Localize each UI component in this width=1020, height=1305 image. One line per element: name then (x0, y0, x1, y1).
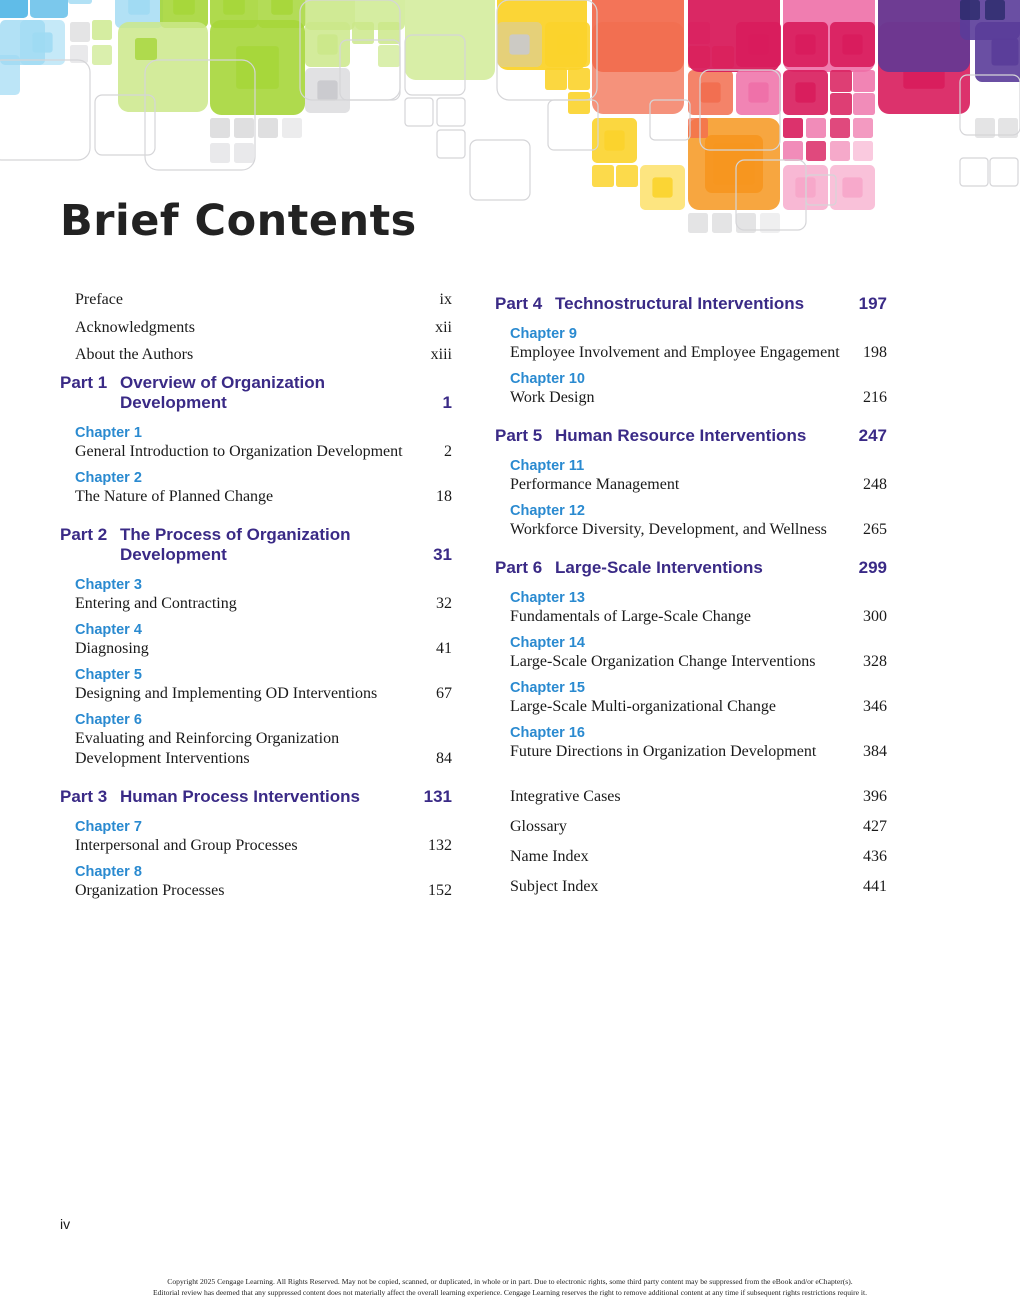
decorative-square (652, 177, 672, 197)
decorative-square (545, 68, 567, 90)
chapter-row (75, 639, 452, 659)
decorative-square (806, 141, 826, 161)
chapter-entry[interactable] (495, 634, 887, 672)
part-title-line: Development (120, 392, 227, 412)
copyright-line: Copyright 2025 Cengage Learning. All Rights Reserved. May not be copied, scanned, or duplicated, in whole or in part. Due to electronic rights, some third party content may be suppressed from the eBook and/or eChapter(s). (167, 1277, 853, 1286)
decorative-square (118, 22, 208, 112)
part-title-line: Development (120, 544, 227, 564)
decorative-square (795, 82, 815, 102)
back-matter-list (495, 787, 887, 897)
page-number: xii (435, 318, 452, 336)
chapter-entry[interactable] (60, 863, 452, 901)
page-folio: iv (60, 1216, 71, 1232)
part-title-line: The Process of Organization (120, 524, 351, 544)
chapter-label: Chapter 16 (510, 725, 585, 741)
part-title (120, 525, 351, 565)
chapter-row (510, 697, 887, 717)
front-matter-item[interactable] (60, 345, 452, 365)
decorative-square (830, 118, 850, 138)
chapter-row (75, 684, 452, 704)
front-matter-title: Acknowledgments (75, 318, 195, 336)
decorative-square (592, 165, 614, 187)
page-number: 152 (428, 881, 452, 899)
decorative-square (853, 118, 873, 138)
chapter-row (75, 881, 452, 901)
chapter-row (75, 836, 452, 856)
chapter-entry[interactable] (495, 589, 887, 627)
decorative-square (0, 0, 28, 18)
part-title (555, 558, 763, 578)
part-number: Part 2 (60, 524, 108, 544)
chapter-entry[interactable] (495, 724, 887, 762)
page-number: 84 (436, 749, 452, 767)
decorative-square (830, 70, 852, 92)
decorative-square (568, 92, 590, 114)
decorative-square (783, 118, 803, 138)
part-label (60, 373, 325, 413)
decorative-square (317, 34, 337, 54)
back-matter-title: Subject Index (510, 878, 599, 895)
decorative-square (842, 177, 862, 197)
chapter-title: Entering and Contracting (75, 594, 237, 612)
page-number: 247 (858, 426, 887, 445)
chapter-row (75, 487, 452, 507)
decorative-square (985, 0, 1005, 20)
decorative-square (173, 0, 195, 15)
page-number: 1 (442, 392, 452, 412)
part-number: Part 3 (60, 786, 108, 806)
decorative-square (92, 45, 112, 65)
chapter-label: Chapter 1 (75, 424, 142, 441)
chapter-title: Designing and Implementing OD Interventions (75, 684, 378, 702)
decorative-square (210, 143, 230, 163)
chapter-entry[interactable] (60, 621, 452, 659)
chapter-title: Organization Processes (75, 881, 225, 899)
decorative-square (557, 34, 577, 54)
decorative-square (990, 158, 1018, 186)
page-number: 328 (863, 653, 887, 670)
decorative-square (378, 45, 400, 67)
decorative-square (32, 32, 52, 52)
decorative-square (0, 55, 20, 95)
decorative-square (688, 118, 708, 138)
decorative-square (437, 98, 465, 126)
back-matter-item[interactable] (495, 847, 887, 867)
page-number: 441 (863, 878, 887, 895)
page-number: 346 (863, 698, 887, 715)
page-number: 248 (863, 476, 887, 493)
chapter-label: Chapter 11 (510, 458, 585, 474)
part-title (555, 294, 804, 314)
toc-column-right (495, 290, 887, 907)
chapter-title: Interpersonal and Group Processes (75, 836, 298, 854)
page-number: 31 (433, 544, 452, 564)
part-title (555, 426, 806, 446)
decorative-square (878, 0, 970, 72)
chapter-entry[interactable] (60, 711, 452, 769)
part-title (120, 373, 325, 413)
chapter-label: Chapter 14 (510, 635, 585, 651)
decorative-square (352, 22, 374, 44)
part-number: Part 1 (60, 372, 108, 392)
decorative-square (960, 158, 988, 186)
part-label (60, 525, 351, 565)
chapter-label: Chapter 13 (510, 590, 585, 606)
part-heading[interactable] (495, 558, 887, 578)
part-title-line: Human Process Interventions (120, 786, 360, 806)
page-number: 32 (436, 594, 452, 612)
back-matter-item[interactable] (495, 877, 887, 897)
decorative-square (234, 118, 254, 138)
page-number: 2 (444, 442, 452, 460)
part-label (495, 426, 806, 446)
chapter-row (510, 475, 887, 495)
part-number: Part 5 (495, 426, 543, 445)
front-matter-item[interactable] (60, 290, 452, 310)
chapter-entry[interactable] (495, 370, 887, 408)
chapter-title: Large-Scale Organization Change Interventions (510, 653, 816, 670)
page-number: 384 (863, 743, 887, 760)
chapter-entry[interactable] (495, 325, 887, 363)
decorative-square (437, 130, 465, 158)
chapter-title: Workforce Diversity, Development, and Wellness (510, 521, 827, 538)
part-heading[interactable] (495, 426, 887, 446)
chapter-entry[interactable] (60, 576, 452, 614)
decorative-square (223, 0, 245, 15)
page-number: xiii (430, 346, 452, 363)
decorative-square (30, 0, 68, 18)
decorative-square (236, 46, 279, 89)
part-heading[interactable] (60, 525, 452, 565)
back-matter-item[interactable] (495, 817, 887, 837)
chapter-entry[interactable] (495, 457, 887, 495)
chapter-entry[interactable] (60, 424, 452, 462)
page-number: 198 (863, 344, 887, 361)
chapter-entry[interactable] (60, 666, 452, 704)
decorative-square (960, 0, 980, 20)
back-matter-title: Name Index (510, 848, 589, 865)
front-matter-title: About the Authors (75, 346, 194, 363)
chapter-row (510, 652, 887, 672)
page-number: 300 (863, 608, 887, 625)
chapter-label: Chapter 2 (75, 469, 142, 486)
front-matter-item[interactable] (60, 318, 452, 338)
decorative-square (853, 141, 873, 161)
chapter-title: Future Directions in Organization Development (510, 743, 817, 760)
front-matter-title: Preface (75, 291, 123, 308)
copyright-notice (0, 1277, 1020, 1298)
chapter-label: Chapter 10 (510, 371, 585, 387)
decorative-square (830, 141, 850, 161)
page-number: 427 (863, 818, 887, 835)
page-number: ix (439, 291, 452, 308)
chapter-row (75, 729, 452, 769)
page-number: 436 (863, 848, 887, 865)
decorative-square (688, 213, 708, 233)
part-title (120, 787, 360, 807)
back-matter-item[interactable] (495, 787, 887, 807)
part-number: Part 4 (495, 294, 543, 313)
chapter-title: Employee Involvement and Employee Engagement (510, 344, 840, 361)
chapter-title: Work Design (510, 389, 595, 406)
decorative-square (830, 93, 852, 115)
decorative-square (712, 213, 732, 233)
chapter-row (75, 594, 452, 614)
front-matter-list (60, 290, 452, 365)
decorative-square (853, 93, 875, 115)
chapter-row (510, 742, 887, 762)
chapter-row (510, 388, 887, 408)
decorative-square (271, 0, 293, 15)
page-number: 131 (423, 786, 452, 806)
page-number: 197 (858, 294, 887, 313)
toc-column-left (60, 290, 452, 908)
part-title-line: Overview of Organization (120, 372, 325, 392)
page-number: 132 (428, 836, 452, 854)
chapter-entry[interactable] (60, 818, 452, 856)
page-number: 41 (436, 639, 452, 657)
page-number: 265 (863, 521, 887, 538)
chapter-label: Chapter 12 (510, 503, 585, 519)
chapter-label: Chapter 3 (75, 576, 142, 593)
page-title: Brief Contents (60, 196, 417, 246)
chapter-entry[interactable] (60, 469, 452, 507)
chapter-label: Chapter 6 (75, 711, 142, 728)
chapter-label: Chapter 7 (75, 818, 142, 835)
part-label (60, 787, 360, 807)
decorative-square (700, 82, 720, 102)
back-matter-title: Glossary (510, 818, 567, 835)
chapter-title: The Nature of Planned Change (75, 487, 274, 505)
decorative-square (470, 140, 530, 200)
decorative-square (842, 34, 862, 54)
decorative-square (317, 80, 337, 100)
back-matter-title: Integrative Cases (510, 788, 621, 805)
decorative-square (405, 98, 433, 126)
decorative-square (68, 0, 92, 4)
page-number: 299 (858, 558, 887, 577)
chapter-title: Diagnosing (75, 639, 149, 657)
part-label (495, 558, 763, 578)
chapter-label: Chapter 15 (510, 680, 585, 696)
part-label (495, 294, 804, 314)
decorative-square (992, 39, 1019, 66)
chapter-label: Chapter 8 (75, 863, 142, 880)
decorative-square (92, 20, 112, 40)
chapter-entry[interactable] (495, 679, 887, 717)
decorative-square (783, 141, 803, 161)
page-number: 67 (436, 684, 452, 702)
decorative-square (705, 135, 763, 193)
decorative-square (853, 70, 875, 92)
decorative-square (128, 0, 150, 15)
chapter-label: Chapter 9 (510, 326, 577, 342)
part-title-line: Technostructural Interventions (555, 294, 805, 313)
decorative-square (748, 34, 768, 54)
page-number: 216 (863, 389, 887, 406)
decorative-square (282, 118, 302, 138)
chapter-row (510, 520, 887, 540)
decorative-square (405, 0, 495, 80)
chapter-title: Fundamentals of Large-Scale Change (510, 608, 751, 625)
decorative-square (616, 165, 638, 187)
chapter-row (75, 442, 452, 462)
part-heading[interactable] (60, 787, 452, 807)
chapter-title: Evaluating and Reinforcing Organization Development Interventions (75, 729, 340, 767)
decorative-square (748, 82, 768, 102)
chapter-title: General Introduction to Organization Development (75, 442, 403, 460)
decorative-square (210, 118, 230, 138)
part-heading[interactable] (495, 294, 887, 314)
chapter-row (510, 343, 887, 363)
decorative-square (568, 68, 590, 90)
copyright-line: Editorial review has deemed that any suppressed content does not materially affect the overall learning experience. Cengage Learning reserves the right to remove additional content at any time if subsequent rights restrictions require it. (152, 1287, 868, 1297)
decorative-square (135, 38, 157, 60)
part-number: Part 6 (495, 558, 543, 577)
decorative-square (509, 34, 529, 54)
part-title-line: Human Resource Interventions (555, 426, 807, 445)
part-heading[interactable] (60, 373, 452, 413)
decorative-square (258, 118, 278, 138)
page-number: 18 (436, 487, 452, 505)
decorative-square (806, 118, 826, 138)
part-title-line: Large-Scale Interventions (555, 558, 763, 577)
decorative-square (70, 22, 90, 42)
chapter-title: Performance Management (510, 476, 680, 493)
decorative-square (604, 130, 624, 150)
chapter-entry[interactable] (495, 502, 887, 540)
decorative-square (234, 143, 254, 163)
chapter-row (510, 607, 887, 627)
chapter-label: Chapter 5 (75, 666, 142, 683)
decorative-square (795, 34, 815, 54)
chapter-label: Chapter 4 (75, 621, 142, 638)
page-number: 396 (863, 788, 887, 805)
chapter-title: Large-Scale Multi-organizational Change (510, 698, 776, 715)
